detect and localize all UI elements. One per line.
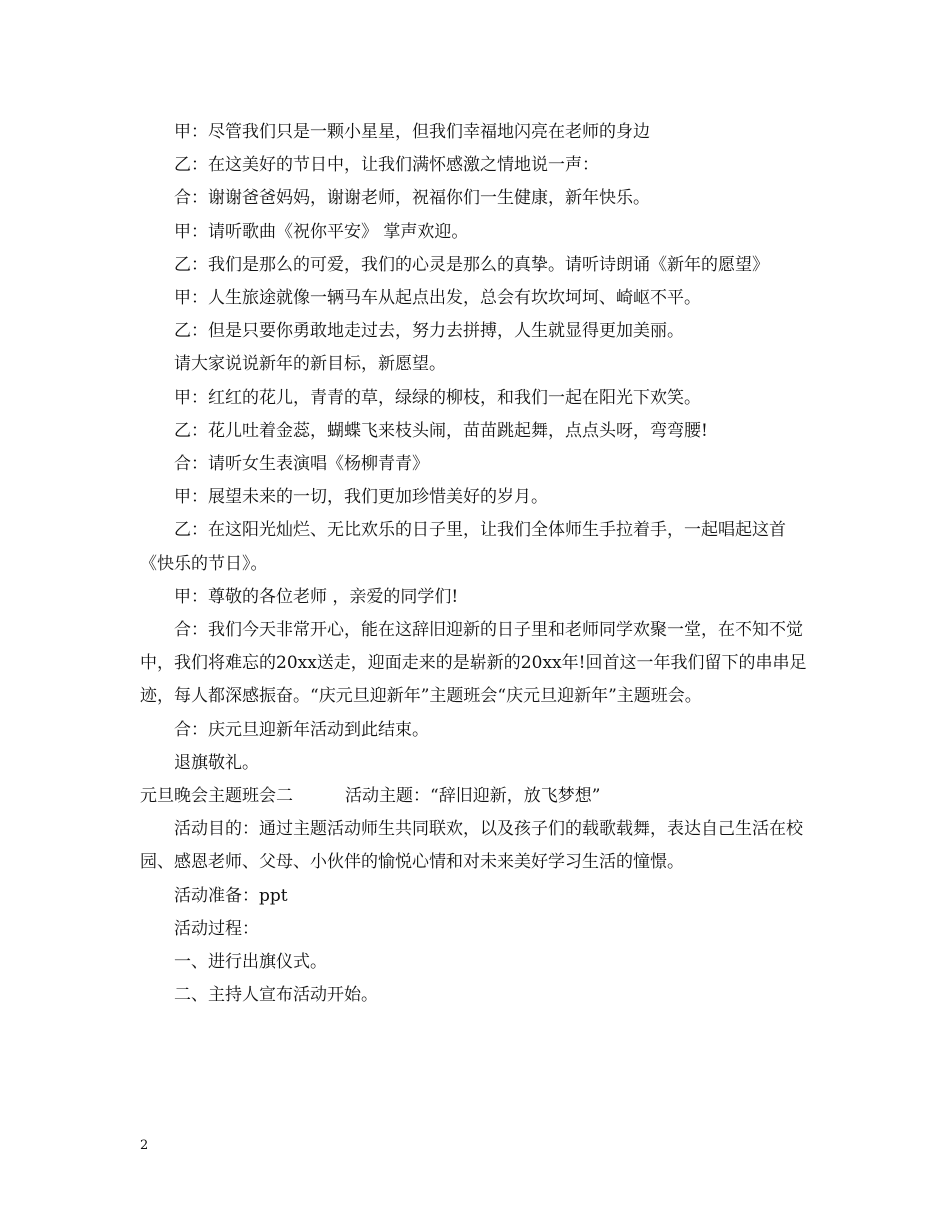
paragraph: 甲：展望未来的一切，我们更加珍惜美好的岁月。 bbox=[174, 487, 548, 508]
paragraph: 乙：在这美好的节日中，让我们满怀感激之情地说一声： bbox=[174, 155, 599, 176]
paragraph: 一、进行出旗仪式。 bbox=[174, 952, 327, 973]
section-theme: 活动主题：“辞旧迎新，放飞梦想” bbox=[345, 786, 601, 807]
paragraph: 甲：人生旅途就像一辆马车从起点出发，总会有坎坎坷坷、崎岖不平。 bbox=[174, 288, 701, 309]
paragraph-group-before bbox=[140, 116, 812, 780]
paragraph: 请大家说说新年的新目标，新愿望。 bbox=[174, 354, 446, 375]
section-title: 元旦晚会主题班会二 bbox=[140, 786, 293, 807]
paragraph: 甲：红红的花儿，青青的草，绿绿的柳枝，和我们一起在阳光下欢笑。 bbox=[174, 387, 701, 408]
paragraph: 二、主持人宣布活动开始。 bbox=[174, 985, 378, 1006]
paragraph: 活动目的：通过主题活动师生共同联欢，以及孩子们的载歌载舞，表达自己生活在校园、感恩老师、父母、小伙伴的愉悦心情和对未来美好学习生活的憧憬。 bbox=[140, 819, 803, 873]
paragraph: 合：谢谢爸爸妈妈，谢谢老师，祝福你们一生健康，新年快乐。 bbox=[174, 188, 650, 209]
paragraph: 乙：在这阳光灿烂、无比欢乐的日子里，让我们全体师生手拉着手，一起唱起这首《快乐的节日》。 bbox=[140, 520, 786, 574]
paragraph: 乙：但是只要你勇敢地走过去，努力去拼搏，人生就显得更加美丽。 bbox=[174, 321, 684, 342]
paragraph: 合：请听女生表演唱《杨柳青青》 bbox=[174, 454, 429, 475]
paragraph: 合：我们今天非常开心，能在这辞旧迎新的日子里和老师同学欢聚一堂，在不知不觉中，我们将难忘的20xx送走，迎面走来的是崭新的20xx年!回首这一年我们留下的串串足迹，每人都深感振奋。“庆元旦迎新年”主题班会“庆元旦迎新年”主题班会。 bbox=[140, 620, 807, 707]
paragraph: 退旗敬礼。 bbox=[174, 752, 259, 773]
paragraph: 甲：尽管我们只是一颗小星星，但我们幸福地闪亮在老师的身边 bbox=[174, 122, 650, 142]
heading-spacer bbox=[293, 780, 345, 813]
paragraph: 乙：我们是那么的可爱，我们的心灵是那么的真挚。请听诗朗诵《新年的愿望》 bbox=[174, 254, 769, 275]
paragraph: 活动准备：ppt bbox=[174, 885, 288, 906]
paragraph: 合：庆元旦迎新年活动到此结束。 bbox=[174, 719, 429, 740]
paragraph: 乙：花儿吐着金蕊，蝴蝶飞来枝头闹，苗苗跳起舞，点点头呀，弯弯腰! bbox=[174, 420, 708, 441]
document-body bbox=[140, 116, 812, 1012]
paragraph-group-after bbox=[140, 813, 812, 1012]
section-heading bbox=[140, 780, 812, 813]
page-number: 2 bbox=[140, 1138, 149, 1153]
paragraph: 甲：请听歌曲《祝你平安》 掌声欢迎。 bbox=[174, 221, 469, 242]
paragraph: 甲：尊敬的各位老师 ，亲爱的同学们! bbox=[174, 586, 459, 607]
paragraph: 活动过程： bbox=[174, 918, 259, 939]
